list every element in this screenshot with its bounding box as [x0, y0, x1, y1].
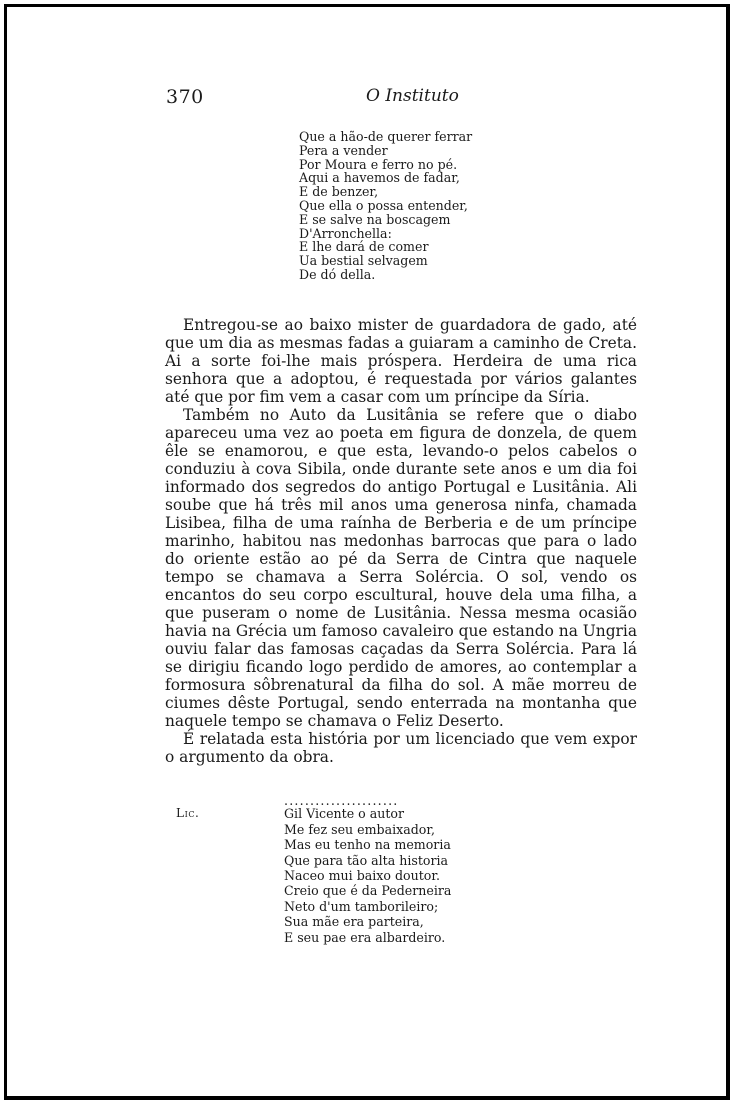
verse-top: [299, 130, 472, 282]
verse-line: Mas eu tenho na memoria: [284, 837, 451, 853]
verse-line: E lhe dará de comer: [299, 239, 429, 255]
ellipsis-line: ......................: [284, 793, 399, 808]
page-number: 370: [166, 86, 204, 108]
speaker-label: Lic.: [176, 806, 200, 820]
page-header: [166, 86, 636, 110]
verse-line: E de benzer,: [299, 184, 379, 200]
verse-line: Ua bestial selvagem: [299, 253, 428, 269]
verse-line: Que ella o possa entender,: [299, 197, 468, 213]
paragraph: Também no Auto da Lusitânia se refere que o diabo apareceu uma vez ao poeta em figura de donzela, de quem êle se enamorou, e que esta, levando-o pelos cabelos o conduziu à cova Sibila, onde durante sete anos e um dia foi informado dos segredos do antigo Portugal e Lusitânia. Ali soube que há três mil anos uma generosa ninfa, chamada Lisibea, filha de uma raínha de Berberia e de um príncipe marinho, habitou nas medonhas barrocas que para o lado do oriente estão ao pé da Serra de Cintra que naquele tempo se chamava a Serra Solércia. O sol, vendo os encantos do seu corpo escultural, houve dela uma filha, a que puseram o nome de Lusitânia. Nessa mesma ocasião havia na Grécia um famoso cavaleiro que estando na Ungria ouviu falar das famosas caçadas da Serra Solércia. Para lá se dirigiu ficando logo perdido de amores, ao contemplar a formosura sôbrenatural da filha do sol. A mãe morreu de ciumes dêste Portugal, sendo enterrada na montanha que naquele tempo se chamava o Feliz Deserto.: [165, 406, 637, 730]
verse-line: Me fez seu embaixador,: [284, 821, 436, 837]
verse-line: D'Arronchella:: [299, 225, 392, 241]
verse-line: Aqui a havemos de fadar,: [299, 170, 460, 186]
verse-line: Creio que é da Pederneira: [284, 883, 452, 899]
verse-line: Naceo mui baixo doutor.: [284, 868, 441, 884]
verse-line: Sua mãe era parteira,: [284, 914, 424, 930]
prose-body: [165, 316, 637, 766]
verse-line: Por Moura e ferro no pé.: [299, 156, 458, 172]
paragraph: Entregou-se ao baixo mister de guardadora de gado, até que um dia as mesmas fadas a guiaram a caminho de Creta. Ai a sorte foi-lhe mais próspera. Herdeira de uma rica senhora que a adoptou, é requestada por vários galantes até que por fim vem a casar com um príncipe da Síria.: [165, 316, 637, 406]
verse-line: E seu pae era albardeiro.: [284, 929, 446, 945]
verse-line: Pera a vender: [299, 142, 388, 158]
running-title: O Instituto: [366, 86, 459, 106]
verse-line: Gil Vicente o autor: [284, 806, 405, 822]
verse-line: Que a hão-de querer ferrar: [299, 129, 473, 144]
verse-line: Neto d'um tamborileiro;: [284, 898, 439, 914]
verse-line: De dó della.: [299, 266, 376, 282]
paragraph: É relatada esta história por um licenciado que vem expor o argumento da obra.: [165, 730, 637, 766]
verse-line: E se salve na boscagem: [299, 211, 451, 227]
verse-bottom: [284, 793, 451, 945]
verse-line: Que para tão alta historia: [284, 852, 449, 868]
